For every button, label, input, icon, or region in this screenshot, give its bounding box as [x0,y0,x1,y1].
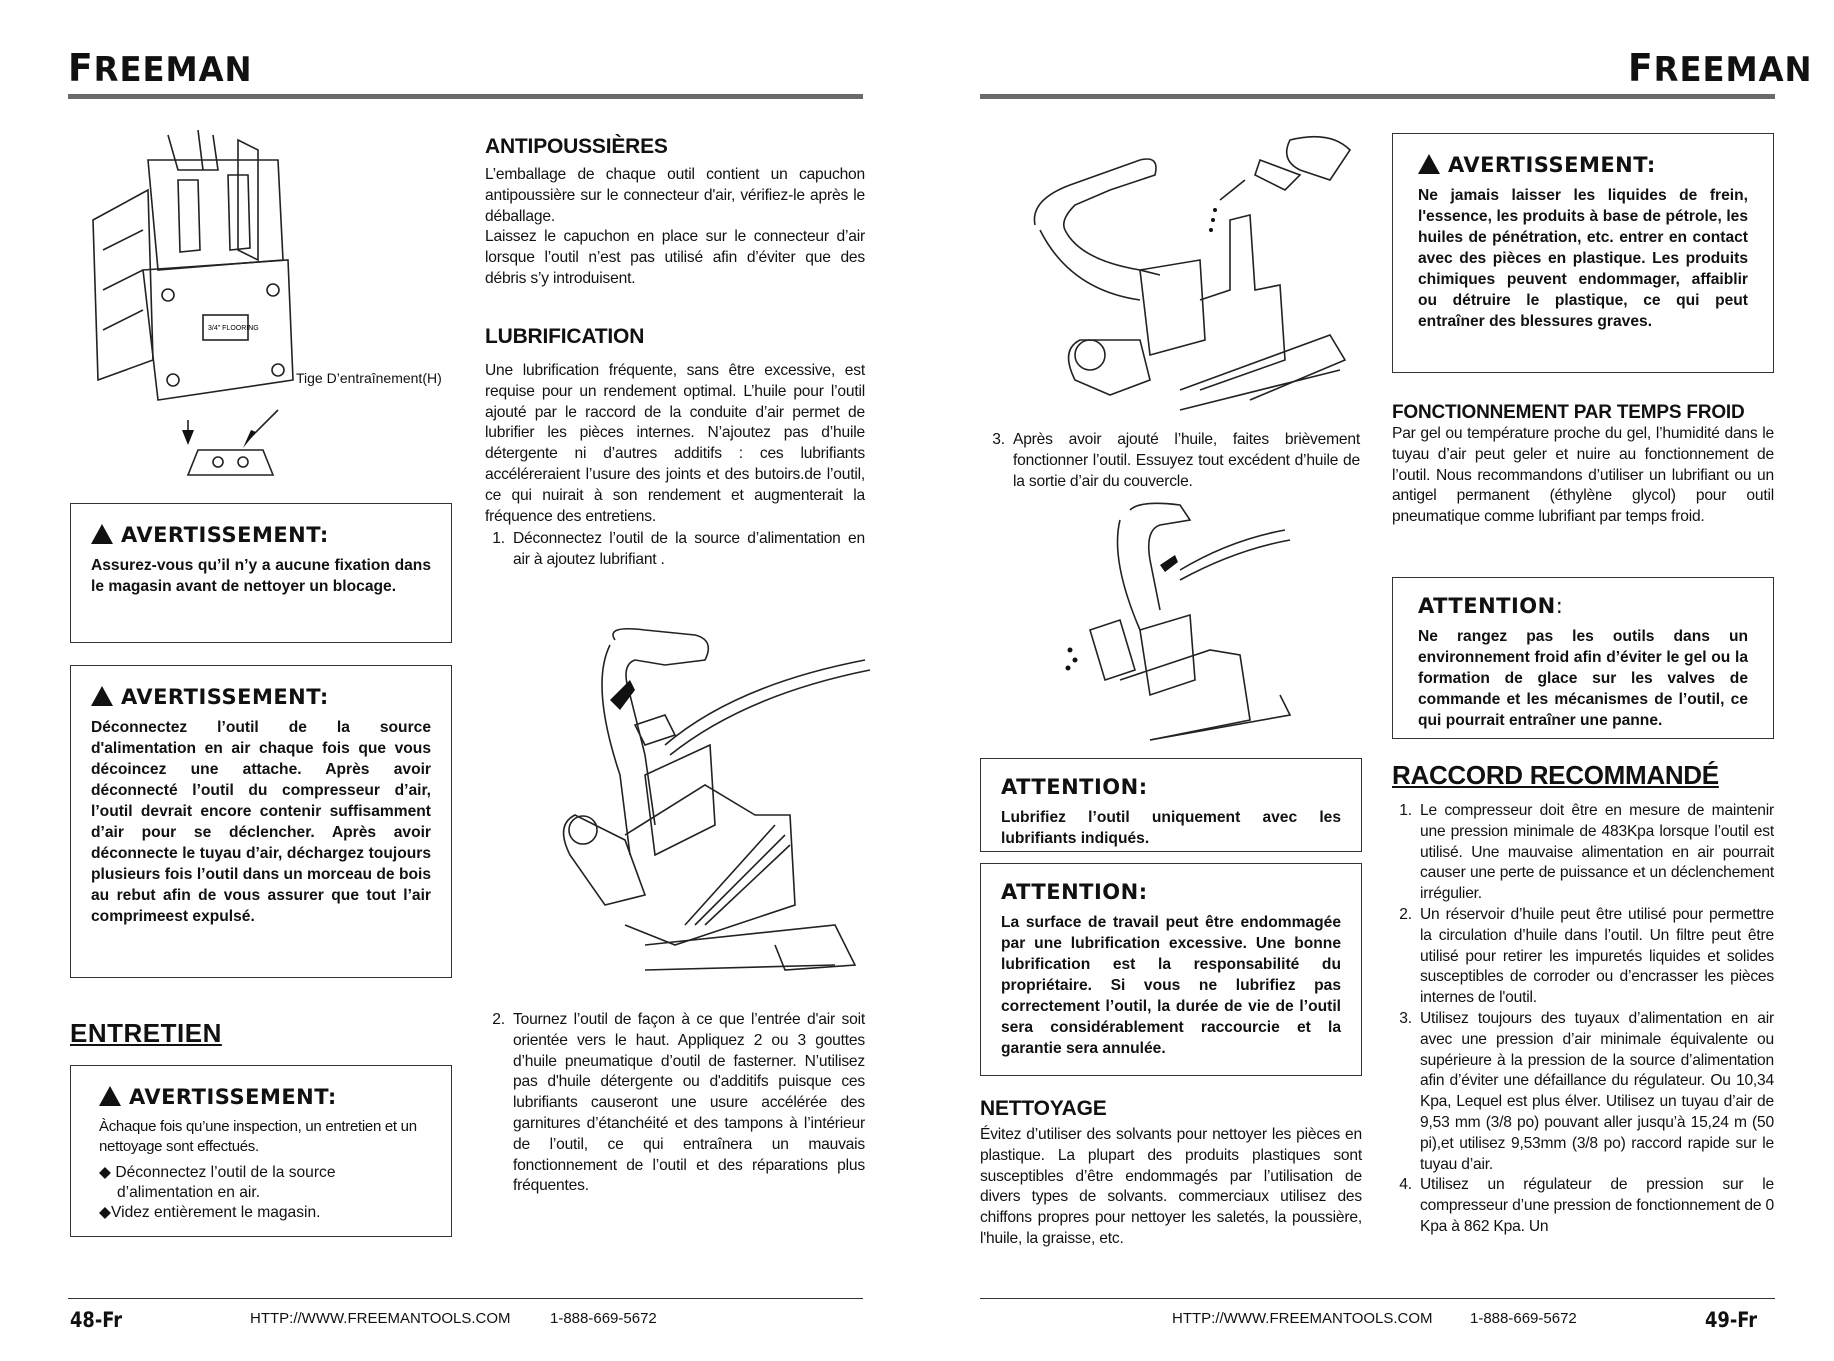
section-heading: NETTOYAGE [980,1097,1107,1120]
footer-rule-right [980,1298,1775,1299]
list-item: 3. Utilisez toujours des tuyaux d’alimentation en air avec une pression d’air minimale équivalente ou supérieure à la pression de la source d’alimentation afin d’éviter une défaillance du régulateur. Ou 10,34 Kpa, Lequel est plus élver. Utilisez un tuyau d’air de 9,53 mm (3/8 po) pouvant aller jusqu’à 15,24 m (50 pi),et utilisez 9,53mm (3/8 po) raccord rapide sur le tuyau d’air. [1416,1009,1774,1175]
warning-text: Déconnectez l’outil de la source d'alimentation en air chaque fois que vous décoincez une attache. Après avoir déconnecté l’outil du compresseur d’air, l’outil devrait encore contenir suffisamment d’air pour se déclencher. Après avoir déconnecte le tuyau d’air, déchargez toujours plusieurs fois l’outil dans un morceau de bois au rebut afin de vous assurer que tout l’air comprimeest expulsé. [91,719,431,925]
list-item: 1. Le compresseur doit être en mesure de maintenir une pression minimale de 483Kpa lorsque l’outil est utilisé. Une mauvaise alimentation en air pourrait causer une perte de puissance et un déclenchement irrégulier. [1416,801,1774,905]
paragraph: Par gel ou température proche du gel, l’humidité dans le tuyau d’air peut geler et nuire au fonctionnement de l’outil. Nous recommandons d’utiliser un lubrifiant ou un antigel permanent (éthylène glycol) pour outil pneumatique comme lubrifiant par temps froid. [1392,425,1774,526]
attention-text: Ne rangez pas les outils dans un environnement froid afin d’éviter le gel ou la formation de glace sur les valves de commande et les mécanismes de l’outil, ce qui pourrait entraîner une panne. [1418,628,1748,729]
page-number-left: 48-Fr [70,1308,123,1332]
brand-logo-right: FREEMAN [1628,46,1813,90]
warning-title: AVERTISSEMENT: [91,684,431,709]
attention-box-3 [1392,577,1774,739]
warning-title: AVERTISSEMENT: [91,522,431,547]
bullet-item: ◆Videz entièrement le magasin. [99,1204,321,1221]
header-rule-left [68,94,863,99]
list-item: 2. Tournez l’outil de façon à ce que l’entrée d'air soit orientée vers le haut. Appliquez 2 ou 3 gouttes d’huile pneumatique d’outil de fasterner. N’utilisez pas d'huile détergente ou d'additifs puisque ces lubrifiants causeront une usure accélérée des garnitures d’étanchéité et des tampons à l’intérieur de l’outil, ce qui entraînera un mauvais fonctionnement de l’outil et des réparations plus fréquentes. [509,1010,865,1197]
attention-title: ATTENTION: [1418,594,1564,618]
warning-box-1 [70,503,452,643]
warning-box-2 [70,665,452,978]
section-heading: LUBRIFICATION [485,325,645,348]
attention-box-1 [980,758,1362,852]
list-item: 4. Utilisez un régulateur de pression sur le compresseur d’une pression de fonctionnement de 0 Kpa à 862 Kpa. Un [1416,1175,1774,1237]
warning-title: AVERTISSEMENT: [1418,152,1748,177]
attention-text: La surface de travail peut être endommagée par une lubrification excessive. Une bonne lubrification est la responsabilité du propriétaire. Si vous ne lubrifiez pas correctement l’outil, la durée de vie de l’outil sera considérablement raccourcie et la garantie sera annulée. [1001,914,1341,1057]
warning-icon [91,524,113,544]
list-item: 1. Déconnectez l’outil de la source d’alimentation en air à ajoutez lubrifiant . [509,529,865,571]
raccord-section [1392,760,1774,1238]
list-item: 3. Après avoir ajouté l’huile, faites brièvement fonctionner l’outil. Essuyez tout excédent d’huile de la sortie d’air du couvercle. [1009,430,1360,492]
paragraph: Laissez le capuchon en place sur le connecteur d’air lorsque l’outil n’est pas utilisé afin d’éviter que des débris s’y introduisent. [485,228,865,287]
cold-weather-section [1392,402,1774,528]
section-heading: FONCTIONNEMENT PAR TEMPS FROID [1392,402,1745,423]
warning-box-3 [70,1065,452,1237]
attention-title: ATTENTION: [1001,775,1148,799]
figure-tool-hose [535,625,875,985]
raccord-list [1392,801,1774,1238]
warning-icon [99,1086,121,1106]
section-heading: ANTIPOUSSIÈRES [485,135,668,158]
warning-icon [91,686,113,706]
attention-box-2 [980,863,1362,1076]
lubrification-section [485,325,865,571]
section-heading: RACCORD RECOMMANDÉ [1392,760,1719,790]
figure-drive-rod [88,130,368,485]
brand-logo-left: FREEMAN [68,46,253,90]
drive-rod-caption: Tige D’entraînement(H) [296,370,442,386]
footer-phone-right: 1-888-669-5672 [1470,1310,1577,1327]
paragraph: Une lubrification fréquente, sans être excessive, est requise pour un rendement optimal. L’huile pour l’outil ajouté par le raccord de la conduite d’air permet de lubrifier les pièces internes. N’ajoutez pas d’huile détergente ni d’autres additifs : ces lubrifiants accéléreraient l’usure des joints et des butoirs.de l’outil, ce qui nuirait à son rendement et augmenterait la fréquence des entretiens. [485,362,865,525]
nettoyage-section [980,1097,1362,1250]
footer-url-left[interactable]: HTTP://WWW.FREEMANTOOLS.COM [250,1310,511,1327]
warning-title: AVERTISSEMENT: [99,1084,431,1109]
warning-text: Assurez-vous qu’il n’y a aucune fixation dans le magasin avant de nettoyer un blocage. [91,557,431,595]
warning-box-4 [1392,133,1774,373]
warning-bullets [99,1163,431,1223]
paragraph: Évitez d’utiliser des solvants pour nettoyer les pièces en plastique. La plupart des produits plastiques sont susceptibles d’être endommagés par l’utilisation de divers types de solvants. commerciaux utilisez des chiffons propres pour nettoyer les saletés, la poussière, l'huile, la graisse, etc. [980,1126,1362,1247]
plate-label: 3/4" FLOORING [208,325,259,332]
paragraph: L’emballage de chaque outil contient un capuchon antipoussière sur le connecteur d'air, vérifiez-le après le déballage. [485,166,865,225]
lub-steps-a [485,529,865,571]
antipoussieres-section [485,135,865,290]
footer-url-right[interactable]: HTTP://WWW.FREEMANTOOLS.COM [1172,1310,1433,1327]
lubrification-step2 [485,1010,865,1197]
warning-text: Ne jamais laisser les liquides de frein, l'essence, les produits à base de pétrole, les huiles de pénétration, etc. entrer en contact avec des pièces en plastique. Les produits chimiques peuvent endommager, affaiblir ou détruire le plastique, ce qui peut entraîner des blessures graves. [1418,187,1748,330]
entretien-heading: ENTRETIEN [70,1018,222,1048]
footer-phone-left: 1-888-669-5672 [550,1310,657,1327]
figure-oiling [1030,130,1360,430]
page-number-right: 49-Fr [1705,1308,1758,1332]
header-rule-right [980,94,1775,99]
figure-tool-tilted [1060,500,1300,750]
attention-text: Lubrifiez l’outil uniquement avec les lubrifiants indiqués. [1001,809,1341,847]
footer-rule-left [68,1298,863,1299]
warning-icon [1418,154,1440,174]
attention-title: ATTENTION: [1001,880,1148,904]
list-item: 2. Un réservoir d’huile peut être utilisé pour permettre la circulation d’huile dans l’outil. Un filtre peut être utilisé pour retirer les impuretés liquides et solides susceptibles de corroder ou d’encrasser les pièces internes de l'outil. [1416,905,1774,1009]
lubrification-step3 [985,430,1360,492]
bullet-item: ◆ Déconnectez l’outil de la source d’alimentation en air. [99,1164,336,1201]
warning-text: Àchaque fois qu’une inspection, un entretien et un nettoyage sont effectués. [99,1118,417,1155]
